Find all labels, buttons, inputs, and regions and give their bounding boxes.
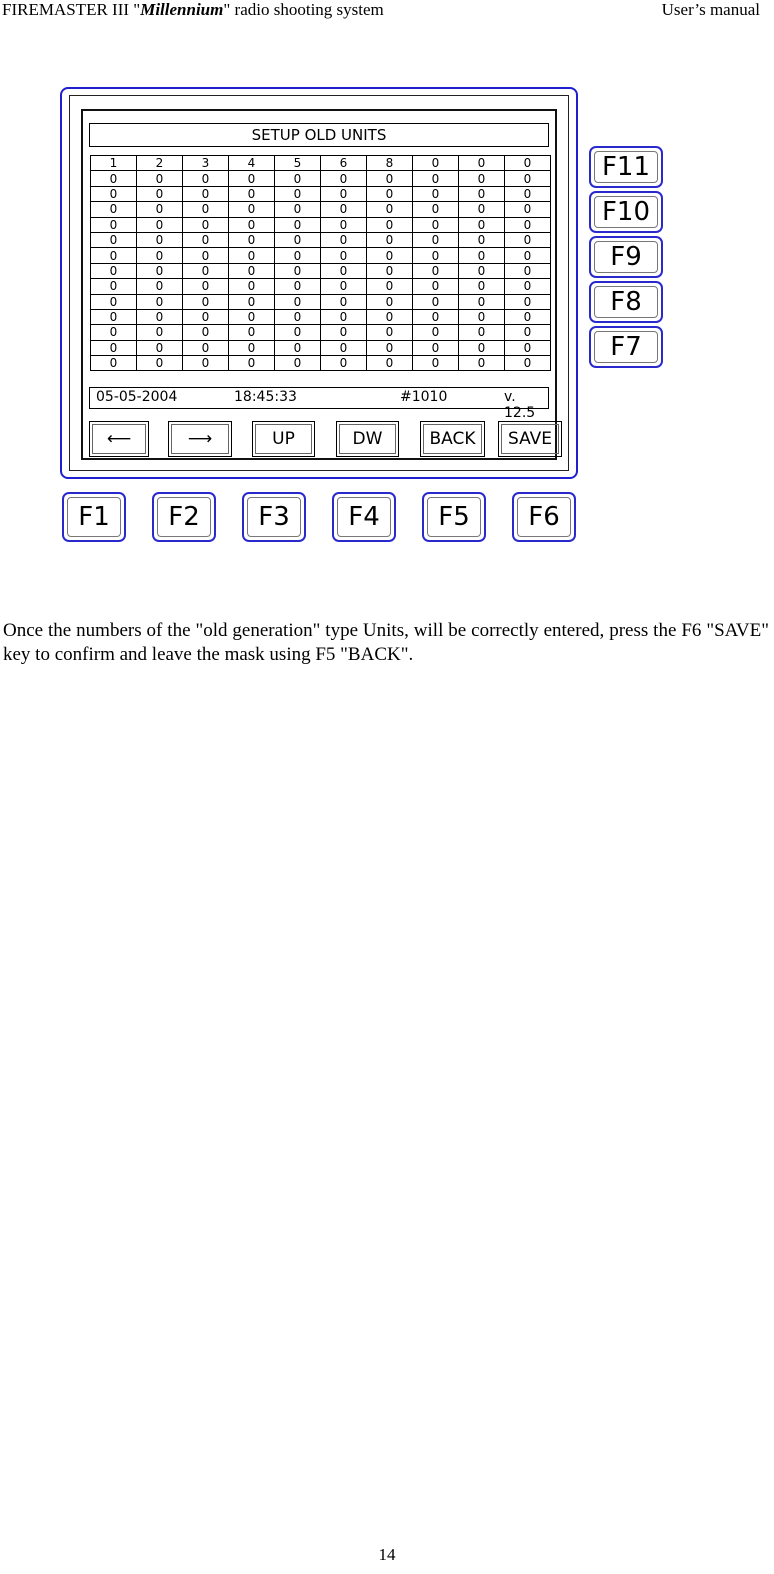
grid-cell[interactable]: 0 (137, 279, 183, 294)
grid-header-cell[interactable]: 0 (459, 156, 505, 171)
grid-cell[interactable]: 0 (459, 325, 505, 340)
grid-cell[interactable]: 0 (183, 217, 229, 232)
f7-key[interactable]: F7 (589, 326, 663, 368)
grid-cell[interactable]: 0 (413, 171, 459, 186)
grid-cell[interactable]: 0 (367, 217, 413, 232)
f9-key[interactable]: F9 (589, 236, 663, 278)
grid-cell[interactable]: 0 (183, 263, 229, 278)
grid-cell[interactable]: 0 (183, 186, 229, 201)
grid-cell[interactable]: 0 (413, 340, 459, 355)
grid-cell[interactable]: 0 (413, 248, 459, 263)
grid-cell[interactable]: 0 (91, 171, 137, 186)
grid-cell[interactable]: 0 (229, 294, 275, 309)
status-bar (89, 387, 549, 421)
grid-cell[interactable]: 0 (275, 279, 321, 294)
device-panel (60, 87, 578, 479)
grid-row (91, 309, 551, 324)
grid-cell[interactable]: 0 (229, 186, 275, 201)
grid-row (91, 340, 551, 355)
grid-cell[interactable]: 0 (275, 248, 321, 263)
grid-cell[interactable]: 0 (505, 356, 551, 371)
grid-cell[interactable]: 0 (229, 232, 275, 247)
grid-cell[interactable]: 0 (275, 294, 321, 309)
header-prefix: FIREMASTER III " (2, 0, 141, 19)
grid-cell[interactable]: 0 (321, 248, 367, 263)
grid-cell[interactable]: 0 (229, 263, 275, 278)
grid-cell[interactable]: 0 (413, 279, 459, 294)
grid-cell[interactable]: 0 (459, 232, 505, 247)
grid-cell[interactable]: 0 (91, 263, 137, 278)
grid-cell[interactable]: 0 (183, 202, 229, 217)
grid-cell[interactable]: 0 (321, 217, 367, 232)
grid-cell[interactable]: 0 (505, 263, 551, 278)
grid-cell[interactable]: 0 (229, 340, 275, 355)
grid-cell[interactable]: 0 (459, 279, 505, 294)
right-arrow-button[interactable]: ⟶ (168, 421, 232, 457)
up-button[interactable]: UP (252, 421, 315, 457)
grid-cell[interactable]: 0 (321, 186, 367, 201)
grid-cell[interactable]: 0 (137, 294, 183, 309)
grid-cell[interactable]: 0 (275, 202, 321, 217)
grid-cell[interactable]: 0 (413, 294, 459, 309)
grid-cell[interactable]: 0 (137, 202, 183, 217)
grid-cell[interactable]: 0 (413, 263, 459, 278)
grid-cell[interactable]: 0 (275, 263, 321, 278)
f10-key[interactable]: F10 (589, 191, 663, 233)
grid-header-cell[interactable]: 1 (91, 156, 137, 171)
grid-cell[interactable]: 0 (229, 279, 275, 294)
lcd-screen (81, 109, 557, 460)
grid-cell[interactable]: 0 (321, 356, 367, 371)
grid-cell[interactable]: 0 (413, 202, 459, 217)
grid-cell[interactable]: 0 (321, 232, 367, 247)
grid-cell[interactable]: 0 (505, 340, 551, 355)
grid-cell[interactable]: 0 (321, 202, 367, 217)
grid-cell[interactable]: 0 (137, 325, 183, 340)
grid-cell[interactable]: 0 (413, 356, 459, 371)
grid-cell[interactable]: 0 (183, 356, 229, 371)
grid-cell[interactable]: 0 (91, 294, 137, 309)
grid-cell[interactable]: 0 (505, 309, 551, 324)
header-suffix: " radio shooting system (223, 0, 384, 19)
grid-cell[interactable]: 0 (459, 248, 505, 263)
grid-cell[interactable]: 0 (367, 171, 413, 186)
grid-cell[interactable]: 0 (459, 309, 505, 324)
grid-cell[interactable]: 0 (137, 232, 183, 247)
grid-cell[interactable]: 0 (413, 217, 459, 232)
grid-cell[interactable]: 0 (137, 309, 183, 324)
grid-cell[interactable]: 0 (91, 340, 137, 355)
grid-cell[interactable]: 0 (367, 232, 413, 247)
grid-header-cell[interactable]: 0 (413, 156, 459, 171)
grid-cell[interactable]: 0 (367, 356, 413, 371)
grid-cell[interactable]: 0 (137, 171, 183, 186)
grid-header-cell[interactable]: 6 (321, 156, 367, 171)
grid-cell[interactable]: 0 (91, 279, 137, 294)
grid-cell[interactable]: 0 (459, 202, 505, 217)
grid-header-cell[interactable]: 5 (275, 156, 321, 171)
grid-cell[interactable]: 0 (367, 294, 413, 309)
grid-cell[interactable]: 0 (183, 294, 229, 309)
grid-cell[interactable]: 0 (183, 232, 229, 247)
grid-cell[interactable]: 0 (229, 202, 275, 217)
grid-cell[interactable]: 0 (183, 171, 229, 186)
grid-cell[interactable]: 0 (321, 263, 367, 278)
status-time: 18:45:33 (234, 389, 297, 405)
grid-cell[interactable]: 0 (505, 171, 551, 186)
grid-cell[interactable]: 0 (183, 325, 229, 340)
grid-cell[interactable]: 0 (321, 325, 367, 340)
grid-cell[interactable]: 0 (459, 340, 505, 355)
grid-cell[interactable]: 0 (459, 171, 505, 186)
grid-row (91, 217, 551, 232)
grid-cell[interactable]: 0 (413, 232, 459, 247)
grid-row (91, 202, 551, 217)
screen-title: SETUP OLD UNITS (89, 123, 549, 147)
grid-header-row (91, 156, 551, 171)
back-button[interactable]: BACK (420, 421, 485, 457)
grid-cell[interactable]: 0 (137, 186, 183, 201)
grid-cell[interactable]: 0 (321, 309, 367, 324)
grid-cell[interactable]: 0 (505, 232, 551, 247)
f3-key[interactable]: F3 (242, 492, 306, 542)
grid-cell[interactable]: 0 (183, 309, 229, 324)
grid-cell[interactable]: 0 (367, 325, 413, 340)
status-version: v. 12.5 (504, 389, 536, 421)
f2-key[interactable]: F2 (152, 492, 216, 542)
grid-cell[interactable]: 0 (367, 340, 413, 355)
grid-cell[interactable]: 0 (275, 171, 321, 186)
grid-cell[interactable]: 0 (459, 294, 505, 309)
grid-row (91, 248, 551, 263)
grid-row (91, 232, 551, 247)
grid-row (91, 279, 551, 294)
grid-row (91, 263, 551, 278)
grid-header-cell[interactable]: 3 (183, 156, 229, 171)
units-grid (90, 155, 551, 371)
grid-header-cell[interactable]: 2 (137, 156, 183, 171)
device-bezel (69, 95, 569, 471)
grid-cell[interactable]: 0 (91, 217, 137, 232)
grid-cell[interactable]: 0 (275, 325, 321, 340)
grid-cell[interactable]: 0 (505, 279, 551, 294)
grid-cell[interactable]: 0 (91, 356, 137, 371)
grid-cell[interactable]: 0 (275, 309, 321, 324)
grid-cell[interactable]: 0 (413, 186, 459, 201)
grid-row (91, 171, 551, 186)
grid-cell[interactable]: 0 (137, 248, 183, 263)
save-button[interactable]: SAVE (498, 421, 562, 457)
grid-cell[interactable]: 0 (275, 356, 321, 371)
grid-cell[interactable]: 0 (321, 279, 367, 294)
grid-cell[interactable]: 0 (321, 340, 367, 355)
f5-key[interactable]: F5 (422, 492, 486, 542)
grid-cell[interactable]: 0 (91, 309, 137, 324)
instruction-paragraph: Once the numbers of the "old generation" type Units, will be correctly entered, press the F6 "SAVE" key to confirm and leave the mask using F5 "BACK". (3, 620, 769, 665)
grid-header-cell[interactable]: 0 (505, 156, 551, 171)
grid-cell[interactable]: 0 (137, 217, 183, 232)
grid-cell[interactable]: 0 (91, 232, 137, 247)
grid-cell[interactable]: 0 (275, 232, 321, 247)
down-button[interactable]: DW (336, 421, 399, 457)
grid-cell[interactable]: 0 (229, 309, 275, 324)
f4-key[interactable]: F4 (332, 492, 396, 542)
grid-cell[interactable]: 0 (505, 202, 551, 217)
f8-key[interactable]: F8 (589, 281, 663, 323)
grid-cell[interactable]: 0 (367, 186, 413, 201)
grid-cell[interactable]: 0 (367, 263, 413, 278)
grid-cell[interactable]: 0 (413, 325, 459, 340)
grid-cell[interactable]: 0 (321, 171, 367, 186)
grid-cell[interactable]: 0 (367, 309, 413, 324)
grid-cell[interactable]: 0 (183, 340, 229, 355)
header-product-name: Millennium (140, 0, 224, 19)
grid-cell[interactable]: 0 (229, 171, 275, 186)
grid-cell[interactable]: 0 (229, 217, 275, 232)
grid-cell[interactable]: 0 (321, 294, 367, 309)
grid-cell[interactable]: 0 (505, 248, 551, 263)
grid-cell[interactable]: 0 (91, 325, 137, 340)
grid-cell[interactable]: 0 (459, 186, 505, 201)
grid-row (91, 186, 551, 201)
grid-cell[interactable]: 0 (91, 248, 137, 263)
grid-header-cell[interactable]: 4 (229, 156, 275, 171)
grid-header-cell[interactable]: 8 (367, 156, 413, 171)
grid-cell[interactable]: 0 (459, 356, 505, 371)
grid-cell[interactable]: 0 (91, 202, 137, 217)
grid-cell[interactable]: 0 (459, 263, 505, 278)
grid-row (91, 294, 551, 309)
grid-cell[interactable]: 0 (275, 186, 321, 201)
grid-cell[interactable]: 0 (183, 279, 229, 294)
f6-key[interactable]: F6 (512, 492, 576, 542)
status-id: #1010 (400, 389, 448, 405)
grid-cell[interactable]: 0 (413, 309, 459, 324)
page-number: 14 (378, 1545, 396, 1564)
grid-cell[interactable]: 0 (367, 202, 413, 217)
grid-cell[interactable]: 0 (367, 248, 413, 263)
grid-cell[interactable]: 0 (459, 217, 505, 232)
grid-cell[interactable]: 0 (275, 217, 321, 232)
grid-cell[interactable]: 0 (137, 356, 183, 371)
left-arrow-button[interactable]: ⟵ (89, 421, 149, 457)
grid-row (91, 356, 551, 371)
running-header-manual: User’s manual (661, 0, 760, 19)
grid-cell[interactable]: 0 (229, 356, 275, 371)
status-date: 05-05-2004 (96, 389, 178, 405)
f11-key[interactable]: F11 (589, 146, 663, 188)
grid-cell[interactable]: 0 (229, 325, 275, 340)
grid-cell[interactable]: 0 (183, 248, 229, 263)
grid-row (91, 325, 551, 340)
grid-cell[interactable]: 0 (505, 294, 551, 309)
grid-cell[interactable]: 0 (91, 186, 137, 201)
f1-key[interactable]: F1 (62, 492, 126, 542)
grid-cell[interactable]: 0 (275, 340, 321, 355)
grid-cell[interactable]: 0 (505, 325, 551, 340)
grid-cell[interactable]: 0 (137, 263, 183, 278)
grid-cell[interactable]: 0 (137, 340, 183, 355)
grid-cell[interactable]: 0 (229, 248, 275, 263)
grid-cell[interactable]: 0 (505, 186, 551, 201)
grid-cell[interactable]: 0 (505, 217, 551, 232)
running-header-title (2, 0, 384, 20)
grid-cell[interactable]: 0 (367, 279, 413, 294)
